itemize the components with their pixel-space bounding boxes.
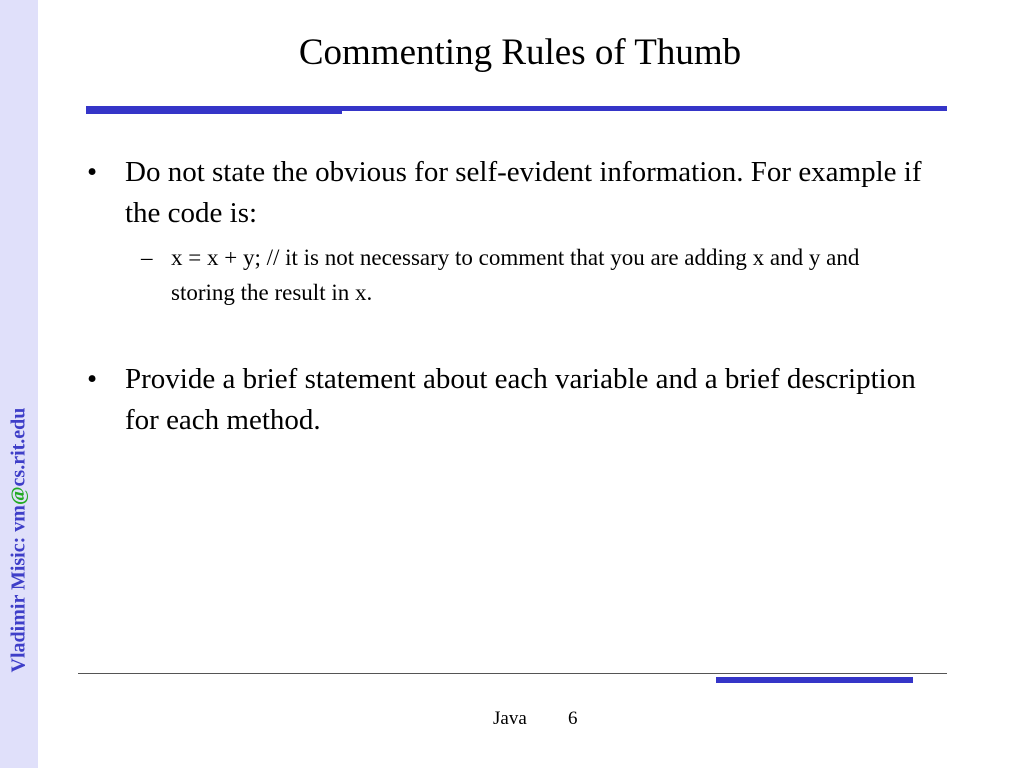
sub-bullet-1 — [141, 240, 916, 310]
footer-label: Java — [493, 708, 527, 729]
sidebar-email-domain: cs.rit.edu — [7, 407, 30, 487]
sidebar-at-sign: @ — [7, 486, 30, 506]
footer-rule-thick — [716, 677, 913, 683]
bullet-2 — [87, 359, 925, 441]
bullet-1-marker: • — [87, 156, 98, 188]
footer-rule-thin — [78, 673, 947, 674]
bullet-1 — [87, 152, 925, 234]
bullet-2-marker: • — [87, 363, 98, 395]
slide-title: Commenting Rules of Thumb — [298, 32, 742, 73]
bullet-1-text: Do not state the obvious for self-evident information. For example if the code is: — [125, 156, 922, 229]
sidebar-author-name: Vladimir Misic: vm — [7, 505, 30, 673]
sidebar-author-email — [8, 408, 31, 673]
sidebar — [0, 0, 38, 768]
footer-page-number: 6 — [568, 708, 578, 729]
sub-bullet-1-text: x = x + y; // it is not necessary to comment that you are adding x and y and storing the result in x. — [171, 245, 860, 305]
sub-bullet-1-marker: – — [141, 245, 153, 270]
title-underline-thick — [86, 106, 342, 114]
bullet-2-text: Provide a brief statement about each variable and a brief description for each method. — [125, 363, 916, 436]
